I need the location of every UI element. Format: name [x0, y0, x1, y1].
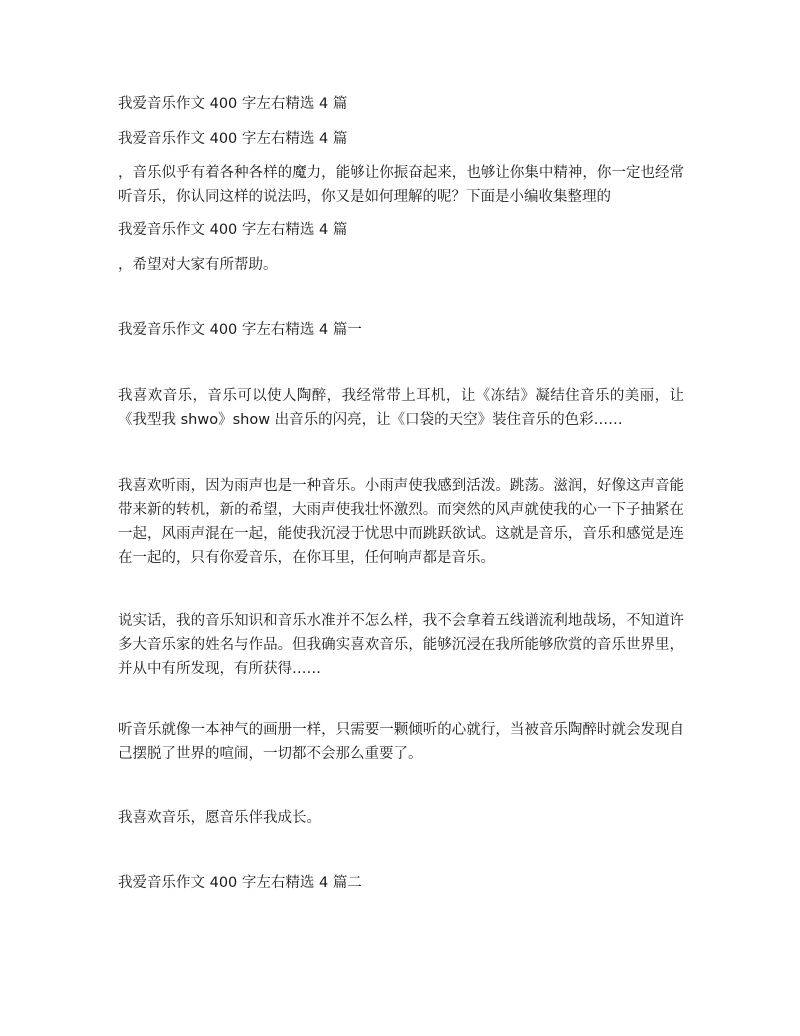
document-title-repeat: 我爱音乐作文 400 字左右精选 4 篇 — [118, 131, 348, 147]
body-paragraph: 我喜欢音乐，愿音乐伴我成长。 — [118, 810, 321, 826]
wish-line: ，希望对大家有所帮助。 — [118, 257, 278, 273]
intro-paragraph: ，音乐似乎有着各种各样的魔力，能够让你振奋起来，也够让你集中精神，你一定也经常听音乐，你认同这样的说法吗，你又是如何理解的呢？下面是小编收集整理的 — [118, 165, 684, 205]
body-paragraph: 我喜欢音乐，音乐可以使人陶醉，我经常带上耳机，让《冻结》凝结住音乐的美丽，让《我型我 shwo》show 出音乐的闪亮，让《口袋的天空》装住音乐的色彩…… — [118, 388, 684, 428]
section-heading-1: 我爱音乐作文 400 字左右精选 4 篇一 — [118, 322, 362, 338]
body-paragraph: 我喜欢听雨，因为雨声也是一种音乐。小雨声使我感到活泼。跳荡。滋润，好像这声音能带来新的转机，新的希望，大雨声使我壮怀激烈。而突然的风声就使我的心一下子抽紧在一起，风雨声混在一起，能使我沉浸于忧思中而跳跃欲试。这就是音乐，音乐和感觉是连在一起的，只有你爱音乐，在你耳里，任何响声都是音乐。 — [118, 478, 684, 566]
document-title: 我爱音乐作文 400 字左右精选 4 篇 — [118, 96, 348, 112]
body-paragraph: 听音乐就像一本神气的画册一样，只需要一颗倾听的心就行，当被音乐陶醉时就会发现自己摆脱了世界的喧闹，一切都不会那么重要了。 — [118, 722, 684, 762]
section-heading-2: 我爱音乐作文 400 字左右精选 4 篇二 — [118, 875, 362, 891]
body-paragraph: 说实话，我的音乐知识和音乐水准并不怎么样，我不会拿着五线谱流利地哉场，不知道许多大音乐家的姓名与作品。但我确实喜欢音乐，能够沉浸在我所能够欣赏的音乐世界里，并从中有所发现，有所获得…… — [118, 613, 684, 677]
document-title-inline: 我爱音乐作文 400 字左右精选 4 篇 — [118, 222, 348, 238]
